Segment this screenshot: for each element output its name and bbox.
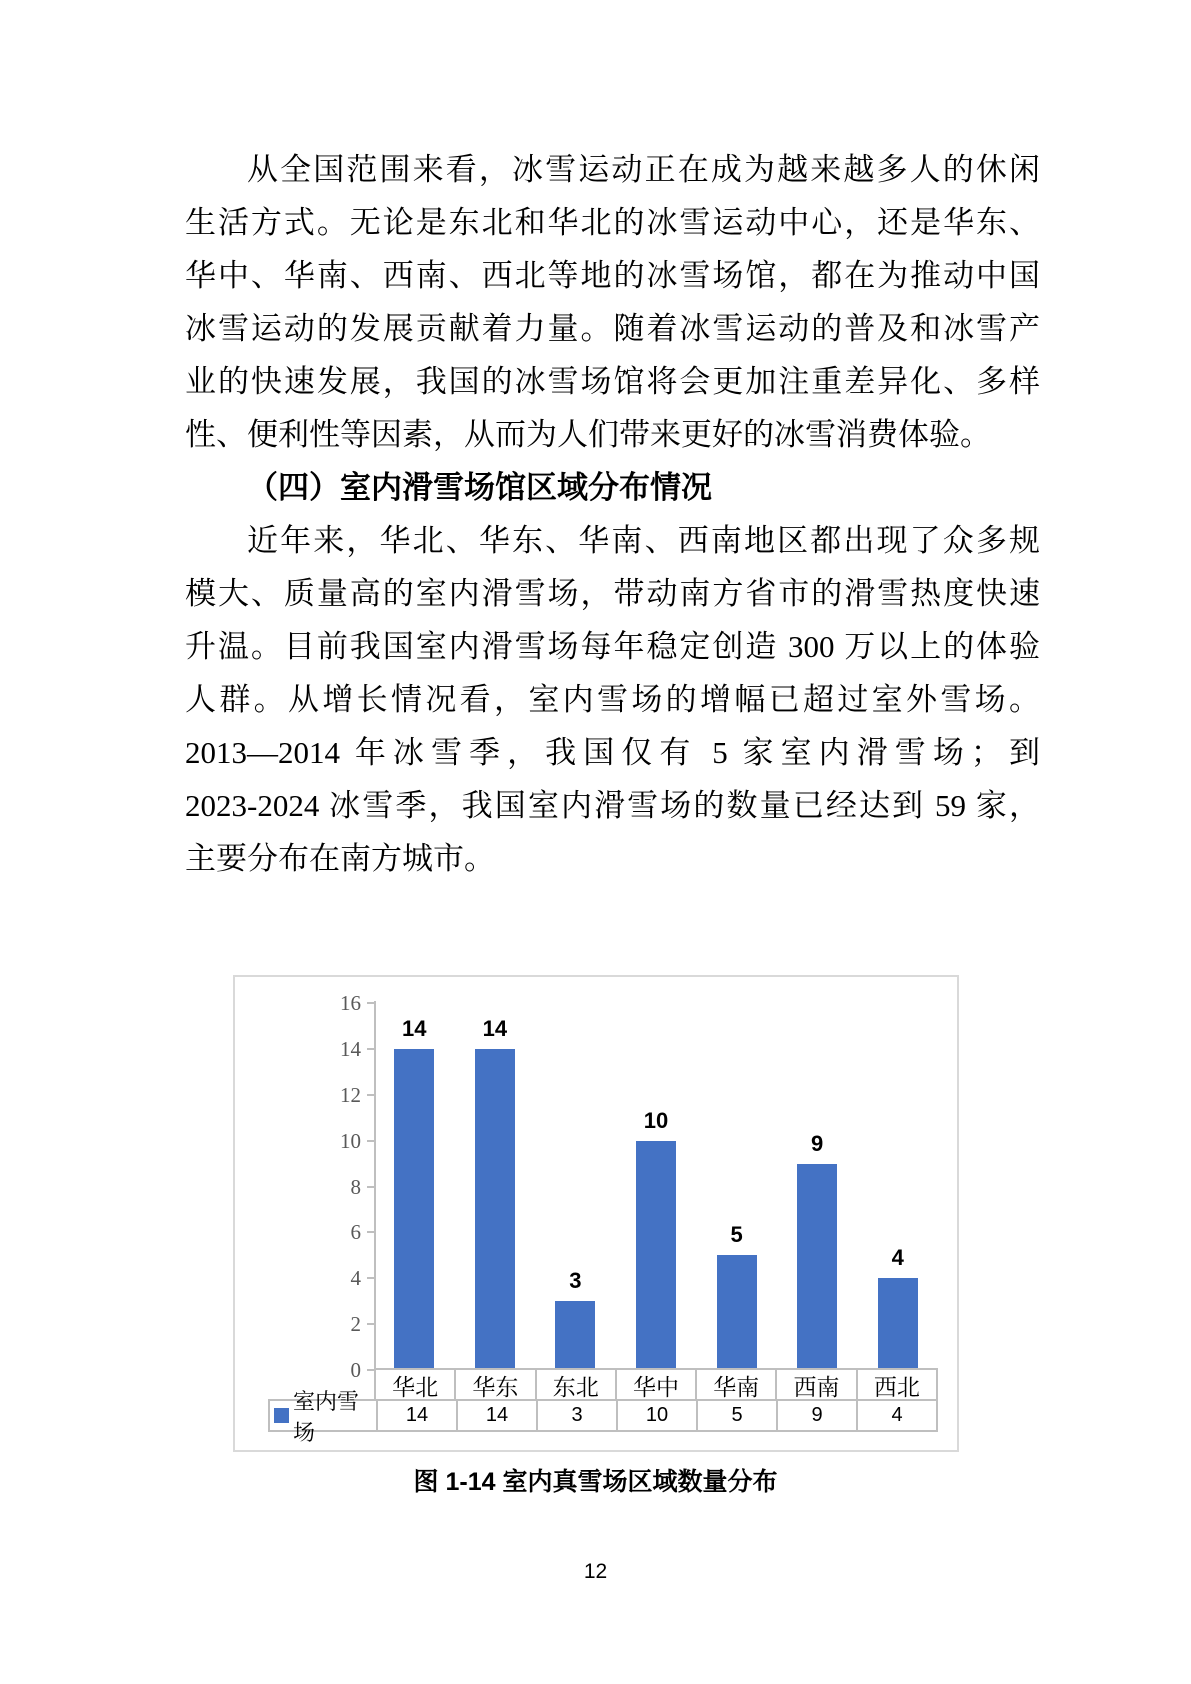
legend-cell [270, 1388, 376, 1445]
paragraph-line: 从全国范围来看，冰雪运动正在成为越来越多人的休闲 [247, 152, 1040, 187]
value-cell: 14 [456, 1401, 536, 1430]
bar-value-label: 4 [891, 1245, 904, 1271]
paragraph-line: 生活方式。无论是东北和华北的冰雪运动中心，还是华东、 [185, 205, 1040, 240]
bar [555, 1301, 595, 1370]
bar [636, 1141, 676, 1370]
bar [475, 1049, 515, 1370]
bar-chart [233, 975, 959, 1452]
paragraph-line: 主要分布在南方城市。 [185, 841, 495, 876]
category-cell: 华东 [454, 1370, 534, 1401]
bar [797, 1164, 837, 1370]
y-tick-label: 10 [340, 1128, 361, 1153]
paragraph-line: 2023-2024 冰雪季，我国室内滑雪场的数量已经达到 59 家， [185, 788, 1040, 823]
page-number: 12 [583, 1560, 608, 1583]
legend-label: 室内雪场 [293, 1388, 360, 1445]
category-row [374, 1368, 938, 1401]
bar [394, 1049, 434, 1370]
bar-value-label: 14 [482, 1015, 508, 1041]
paragraph-line: 近年来，华北、华东、华南、西南地区都出现了众多规 [247, 523, 1040, 558]
bar [878, 1278, 918, 1370]
bar-value-label: 9 [811, 1130, 824, 1156]
paragraph-line: 业的快速发展，我国的冰雪场馆将会更加注重差异化、多样 [185, 364, 1040, 399]
paragraph-line: 2013—2014 年冰雪季，我国仅有 5 家室内滑雪场；到 [185, 735, 1040, 770]
paragraph-line: 升温。目前我国室内滑雪场每年稳定创造 300 万以上的体验 [185, 629, 1040, 664]
category-cell: 东北 [535, 1370, 615, 1401]
y-tick-label: 0 [350, 1358, 361, 1382]
y-tick-label: 12 [340, 1082, 361, 1107]
y-tick-label: 8 [350, 1174, 361, 1199]
value-cell: 4 [856, 1401, 936, 1430]
bar-value-label: 10 [643, 1107, 669, 1133]
paragraph-line: 人群。从增长情况看，室内雪场的增幅已超过室外雪场。 [185, 682, 1040, 717]
body-text [185, 143, 1040, 885]
paragraph-line: 性、便利性等因素，从而为人们带来更好的冰雪消费体验。 [185, 417, 991, 452]
legend-swatch-icon [274, 1408, 289, 1423]
value-cell: 14 [376, 1401, 456, 1430]
y-axis-line [374, 1001, 376, 1370]
category-cell: 西南 [775, 1370, 855, 1401]
category-cell: 华中 [615, 1370, 695, 1401]
y-tick-label: 4 [350, 1266, 361, 1291]
paragraph-line: 冰雪运动的发展贡献着力量。随着冰雪运动的普及和冰雪产 [185, 311, 1040, 346]
y-tick-label: 14 [340, 1036, 361, 1061]
legend-row [268, 1388, 938, 1445]
y-tick-label: 6 [350, 1220, 361, 1245]
paragraph-line: 华中、华南、西南、西北等地的冰雪场馆，都在为推动中国 [185, 258, 1040, 293]
bar-value-label: 5 [730, 1222, 743, 1248]
section-heading: （四）室内滑雪场馆区域分布情况 [247, 470, 712, 505]
bar-value-label: 3 [569, 1268, 582, 1294]
y-tick-label: 16 [340, 991, 361, 1015]
value-cell: 5 [696, 1401, 776, 1430]
figure-caption: 图 1-14 室内真雪场区域数量分布 [413, 1468, 778, 1496]
bar [717, 1255, 757, 1370]
y-tick-label: 2 [350, 1312, 361, 1337]
paragraph-line: 模大、质量高的室内滑雪场，带动南方省市的滑雪热度快速 [185, 576, 1040, 611]
category-cell: 西北 [856, 1370, 936, 1401]
category-cell: 华北 [392, 1375, 439, 1400]
bar-value-label: 14 [402, 1015, 427, 1041]
value-cell: 3 [536, 1401, 616, 1430]
value-cell: 9 [776, 1401, 856, 1430]
category-cell: 华南 [695, 1370, 775, 1401]
value-cell: 10 [616, 1401, 696, 1430]
